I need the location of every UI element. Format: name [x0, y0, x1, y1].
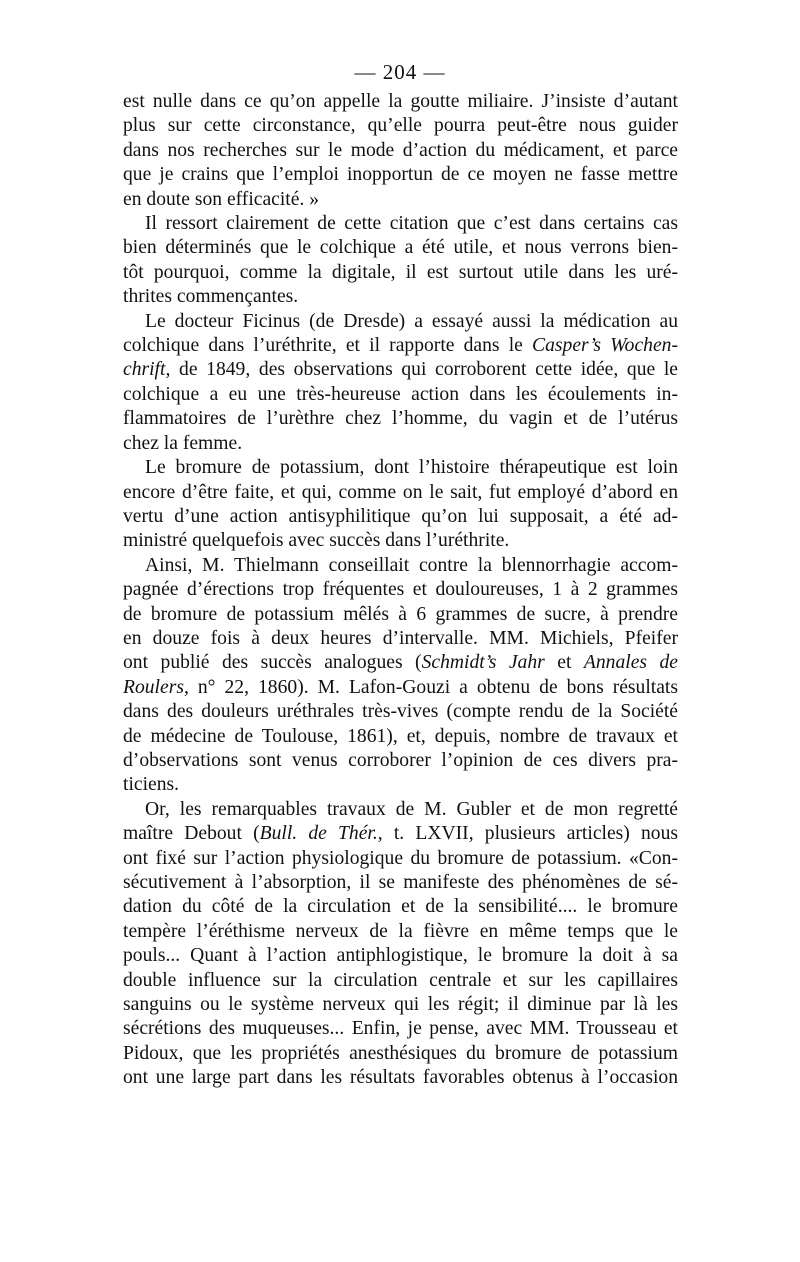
text-line	[123, 358, 678, 382]
text-line	[123, 334, 678, 358]
paragraph-5	[123, 554, 678, 798]
paragraph-4	[123, 456, 678, 554]
text-line: sanguins ou le système nerveux qui les régit; il diminue par là les	[123, 994, 678, 1016]
text-segment: , t. LXVII, plusieurs articles) nous	[377, 823, 678, 845]
text-line: plus sur cette circonstance, qu’elle pourra peut-être nous guider	[123, 115, 678, 137]
text-line: que je crains que l’emploi inopportun de ce moyen ne fasse mettre	[123, 164, 678, 186]
text-line: ont fixé sur l’action physiologique du bromure de potassium. «Con-	[123, 847, 678, 869]
text-line: de bromure de potassium mêlés à 6 grammes de sucre, à prendre	[123, 603, 678, 625]
text-segment: n° 22, 1860). M. Lafon-Gouzi a obtenu de bons résultats	[197, 676, 678, 698]
citation-schmidt: Schmidt’s Jahr	[421, 652, 545, 674]
text-segment: maître Debout (	[123, 823, 260, 845]
text-line: de médecine de Toulouse, 1861), et, depuis, nombre de travaux et	[123, 725, 678, 747]
text-line: flammatoires de l’urèthre chez l’homme, du vagin et de l’utérus	[123, 408, 678, 430]
citation-casper: Casper’s Wochen-	[532, 335, 678, 357]
text-segment: colchique dans l’uréthrite, et il rapporte dans le	[123, 335, 523, 357]
text-line: dation du côté de la circulation et de la sensibilité.... le bromure	[123, 896, 678, 918]
text-line	[123, 822, 678, 846]
text-segment: et	[557, 652, 572, 674]
text-line: colchique a eu une très-heureuse action dans les écoulements in-	[123, 383, 678, 405]
text-line	[123, 676, 678, 700]
text-segment: de 1849, des observations qui corroborent cette idée, que le	[179, 359, 678, 381]
text-line: Il ressort clairement de cette citation que c’est dans certains cas	[145, 213, 678, 235]
text-line: ministré quelquefois avec succès dans l’uréthrite.	[123, 530, 510, 552]
text-line: Or, les remarquables travaux de M. Gubler et de mon regretté	[145, 798, 678, 820]
text-line: d’observations sont venus corroborer l’opinion de ces divers pra-	[123, 749, 678, 771]
text-line: pouls... Quant à l’action antiphlogistique, le bromure la doit à sa	[123, 945, 678, 967]
body-text	[123, 90, 678, 1091]
text-line: Pidoux, que les propriétés anesthésiques du bromure de potassium	[123, 1042, 678, 1064]
text-line: dans nos recherches sur le mode d’action du médicament, et parce	[123, 139, 678, 161]
text-line: ticiens.	[123, 774, 180, 796]
page-number: — 204 —	[354, 60, 446, 84]
text-line: tôt pourquoi, comme la digitale, il est surtout utile dans les uré-	[123, 261, 678, 283]
text-line: dans des douleurs uréthrales très-vives (compte rendu de la Société	[123, 701, 678, 723]
text-line: Le docteur Ficinus (de Dresde) a essayé aussi la médication au	[145, 310, 678, 332]
text-line: pagnée d’érections trop fréquentes et douloureuses, 1 à 2 grammes	[123, 579, 678, 601]
text-line: tempère l’éréthisme nerveux de la fièvre en même temps que le	[123, 920, 678, 942]
paragraph-1	[123, 90, 678, 212]
citation-bull-ther: Bull. de Thér.	[259, 823, 378, 845]
text-segment: ont publié des succès analogues (	[123, 652, 422, 674]
text-line: est nulle dans ce qu’on appelle la goutte miliaire. J’insiste d’autant	[123, 91, 678, 112]
text-line: en douze fois à deux heures d’intervalle. MM. Michiels, Pfeifer	[123, 627, 678, 649]
text-line: double influence sur la circulation centrale et sur les capillaires	[123, 969, 678, 991]
text-line: sécrétions des muqueuses... Enfin, je pense, avec MM. Trousseau et	[123, 1018, 678, 1040]
text-line: sécutivement à l’absorption, il se manifeste des phénomènes de sé-	[123, 872, 678, 893]
citation-roulers: Roulers,	[123, 676, 189, 698]
text-line: bien déterminés que le colchique a été utile, et nous verrons bien-	[123, 237, 678, 259]
paragraph-6	[123, 798, 678, 1091]
text-line: encore d’être faite, et qui, comme on le sait, fut employé d’abord en	[123, 481, 678, 503]
text-line: ont une large part dans les résultats favorables obtenus à l’occasion	[123, 1067, 678, 1089]
paragraph-3	[123, 310, 678, 456]
paragraph-2	[123, 212, 678, 310]
text-line: chez la femme.	[123, 432, 243, 454]
text-line: Le bromure de potassium, dont l’histoire thérapeutique est loin	[145, 457, 678, 479]
citation-annales: Annales de	[583, 652, 678, 674]
text-line: vertu d’une action antisyphilitique qu’on lui supposait, a été ad-	[123, 505, 678, 527]
citation-casper-cont: chrift,	[123, 359, 171, 381]
text-line: Ainsi, M. Thielmann conseillait contre la blennorrhagie accom-	[145, 554, 678, 576]
text-line: thrites commençantes.	[123, 286, 299, 308]
text-line	[123, 651, 678, 675]
text-line: en doute son efficacité. »	[123, 188, 320, 210]
